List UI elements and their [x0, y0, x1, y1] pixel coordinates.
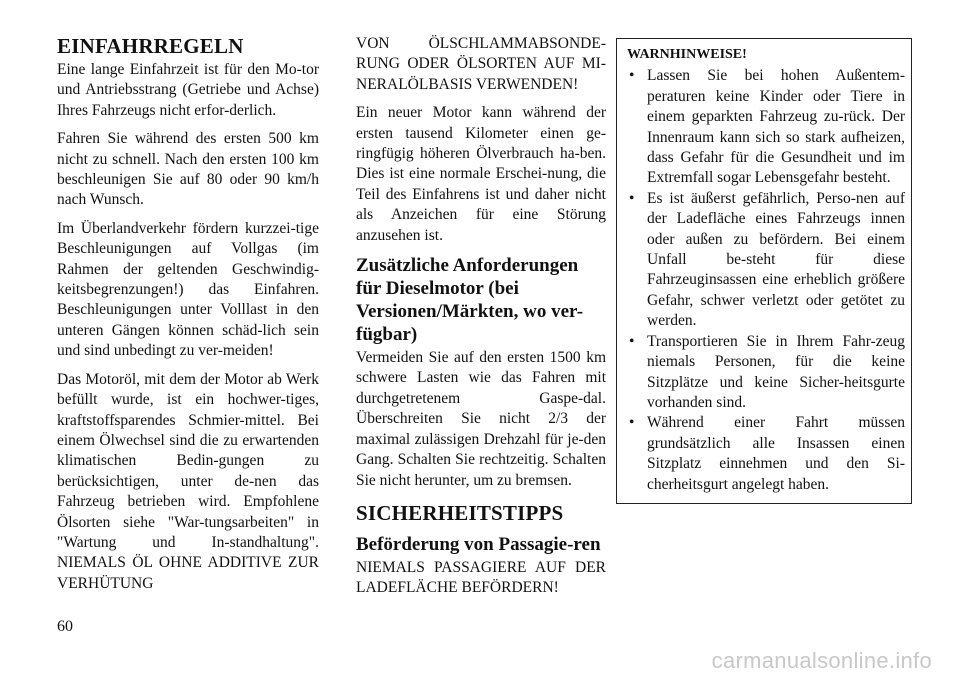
- watermark: carmanualsonline.info: [711, 648, 932, 673]
- warning-item: • Es ist äußerst gefährlich, Perso-nen auf der Ladefläche eines Fahrzeugs innen oder außen zu befördern. Bei einem Unfall be-steht für diese Fahrzeuginsassen eine erheblich größere Gefahr, schwer verletzt oder getötet zu werden.: [627, 189, 905, 332]
- warning-title: WARNHINWEISE!: [627, 47, 747, 62]
- page-number: 60: [57, 618, 73, 635]
- warning-list: [627, 66, 905, 495]
- paragraph-ueberlandverkehr: Im Überlandverkehr fördern kurzzei-tige Beschleunigungen auf Vollgas (im Rahmen der geltenden Geschwindig-keitsbegrenzungen!) das Einfahren. Beschleunigungen unter Volllast in den unteren Gängen können schäd-lich sein und sind unbedingt zu ver-meiden!: [57, 219, 319, 360]
- paragraph-einfahrzeit: Eine lange Einfahrzeit ist für den Mo-tor und Antriebsstrang (Getriebe und Achse) Ihres Fahrzeugs nicht erfor-derlich.: [57, 61, 319, 119]
- paragraph-erste-500km: Fahren Sie während des ersten 500 km nicht zu schnell. Nach den ersten 100 km beschleunigen Sie auf 80 oder 90 km/h nach Wunsch.: [57, 130, 319, 209]
- subheading-dieselmotor: Zusätzliche Anforderungen für Dieselmotor (bei Versionen/Märkten, wo ver-fügbar): [356, 255, 584, 346]
- section-heading-sicherheitstipps: SICHERHEITSTIPPS: [356, 500, 564, 525]
- middle-column: [356, 34, 606, 607]
- section-heading-einfahrregeln: EINFAHRREGELN: [57, 34, 244, 58]
- paragraph-oel-continuation: VON ÖLSCHLAMMABSONDE-RUNG ODER ÖLSORTEN AUF MI-NERALÖLBASIS VERWENDEN!: [356, 35, 606, 93]
- left-column: [57, 34, 319, 594]
- paragraph-passagiere: NIEMALS PASSAGIERE AUF DER LADEFLÄCHE BEFÖRDERN!: [356, 558, 606, 597]
- warning-box: [616, 38, 912, 504]
- warning-item: • Während einer Fahrt müssen grundsätzlich alle Insassen einen Sitzplatz einnehmen und den Si-cherheitsgurt angelegt haben.: [627, 413, 905, 495]
- subheading-passagiere: Beförderung von Passagie-ren: [356, 533, 601, 555]
- warning-item: • Lassen Sie bei hohen Außentem-peraturen keine Kinder oder Tiere in einem geparkten Fahrzeug zu-rück. Der Innenraum kann sich so stark aufheizen, dass Gefahr für die Gesundheit und im Extremfall sogar Lebensgefahr besteht.: [627, 66, 905, 188]
- warning-item: • Transportieren Sie in Ihrem Fahr-zeug niemals Personen, für die keine Sitzplätze und keine Sicher-heitsgurte vorhanden sind.: [627, 332, 905, 414]
- paragraph-diesel: Vermeiden Sie auf den ersten 1500 km schwere Lasten wie das Fahren mit durchgetretenem Gaspe-dal. Überschreiten Sie nicht 2/3 der maximal zulässigen Drehzahl für je-den Gang. Schalten Sie rechtzeitig. Schalten Sie nicht herunter, um zu bremsen.: [356, 349, 606, 489]
- paragraph-neuer-motor: Ein neuer Motor kann während der ersten tausend Kilometer einen ge-ringfügig höheren Ölverbrauch ha-ben. Dies ist eine normale Erschei-nung, die Teil des Einfahrens ist und daher nicht als Anzeichen für eine Störung anzusehen ist.: [356, 104, 606, 244]
- paragraph-motoroel: Das Motoröl, mit dem der Motor ab Werk befüllt wurde, ist ein hochwer-tiges, kraftstoffsparendes Schmier-mittel. Bei einem Ölwechsel sind die zu erwartenden klimatischen Bedin-gungen zu berücksichtigen, unter de-nen das Fahrzeug betrieben wird. Empfohlene Ölsorten siehe "War-tungsarbeiten" in "Wartung und In-standhaltung". NIEMALS ÖL OHNE ADDITIVE ZUR VERHÜTUNG: [57, 370, 319, 592]
